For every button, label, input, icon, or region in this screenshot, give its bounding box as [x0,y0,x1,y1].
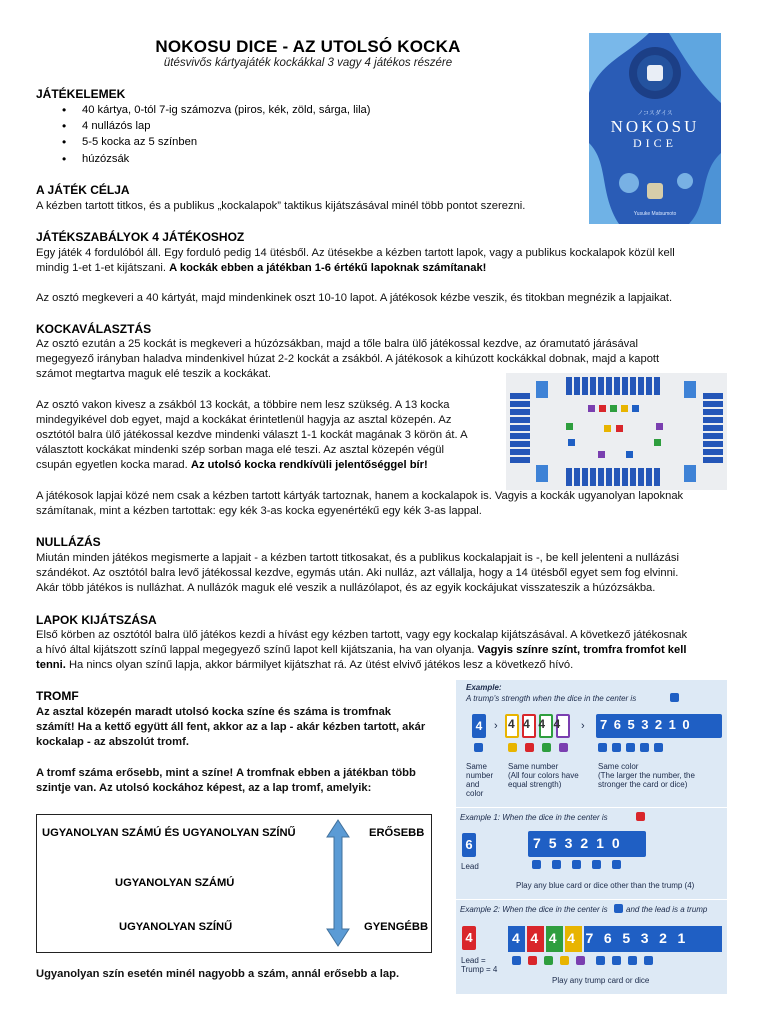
blue-die-icon [670,693,679,702]
blue-die-icon [614,904,623,913]
dice-selection-line [36,458,428,473]
blue-die-icon [532,860,541,869]
blue-die-icon [644,956,653,965]
card-number: 4 [465,930,473,945]
purple-die-icon [576,956,585,965]
trump-line: kockalap - az abszolút tromf. [36,736,189,748]
trump-example-panel [456,680,727,994]
card-numbers: 4444 [508,717,569,731]
cover-logo-line1: NOKOSU [610,117,700,136]
nulling-heading: NULLÁZÁS [36,535,101,549]
example2-cards [508,926,722,952]
rules4-deal-text: Az osztó megkeveri a 40 kártyát, majd mindenkinek oszt 10-10 lapot. A játékosok kézbe veszik, és titokban megnézik a lapjaikat. [36,292,673,304]
dice-selection-line: Az osztó ezután a 25 kockát is megkeveri a húzózsákban, majd a tőle balra ülő játékossal kezdve, az óramutató járásával [36,338,638,350]
trump-footer: Ugyanolyan szín esetén minél nagyobb a szám, annál erősebb a lap. [36,968,400,980]
blue-die-icon [552,860,561,869]
dice-selection-line: számítanak, mint a kézben tartottak: egy kék 3-as kocka egyenértékű egy kék 3-as lappal. [36,505,482,517]
chevron-right-icon: › [581,720,585,732]
goal-heading: A JÁTÉK CÉLJA [36,183,130,197]
double-arrow-icon [326,819,350,947]
blue-die-icon [512,956,521,965]
example1-cards [528,831,646,857]
trump-row-same-number: UGYANOLYAN SZÁMÚ [115,877,235,889]
trump-strength-box [36,814,432,953]
goal-text: A kézben tartott titkos, és a publikus „kockalapok” taktikus kijátszásával minél több pontot szerezni. [36,200,526,212]
blue-die-icon [572,860,581,869]
trump-row-weaker: GYENGÉBB [364,921,429,933]
playing-text: a hívó által kijátszott színű lappal megegyező színű lapot kell kijátszania, ha van olyanja. [36,644,475,656]
trump-line: A tromf száma erősebb, mint a színe! A tromfnak ebben a játékban több [36,767,416,779]
card-numbers: 753210 [533,835,628,851]
dice-selection-line: megegyező irányban haladva mindenkivel húzat 2-2 kockát a zsákból. A játékosok a kihúzott kockákkal dobnak, majd a kapott [36,353,660,365]
blue-die-icon [626,743,635,752]
example1-note: Play any blue card or dice other than the trump (4) [516,881,695,890]
divider [456,899,727,900]
nulling-line: Miután minden játékos megismerte a lapjait - a kézben tartott titkosakat, és a publikus kockalapjait is -, be kell jelenteni a nullázási [36,552,679,564]
rules4-heading: JÁTÉKSZABÁLYOK 4 JÁTÉKOSHOZ [36,230,245,244]
divider [456,807,727,808]
rules4-line [36,261,486,276]
same-number-cards [505,714,575,738]
playing-text: Ha nincs olyan színű lapja, akkor bármilyet kijátszhat rá. Az ütést elvivő játékos lesz a következő hívó. [68,659,574,671]
list-item: • húzózsák [62,151,371,167]
example2-lead-label: Lead = Trump = 4 [461,956,498,974]
rules4-emphasis: A kockák ebben a játékban 1-6 értékű lapoknak számítanak! [169,262,487,274]
card-number: 6 [465,837,473,852]
game-box-cover [589,33,721,224]
example-caption: A trump's strength when the dice in the center is [466,694,637,703]
nulling-line: szándékot. Az osztótól balra levő játékossal kezdve, egymás után. Aki nulláz, azt vállalja, hogy a 14 ütésből egyet sem fog elvinni. [36,567,679,579]
blue-die-icon [612,743,621,752]
cover-top-text: ノコスダイス [637,111,673,117]
trump-line: számít! Ha a kettő együtt áll fent, akkor az a lap - akár kézben tartott, akár [36,721,426,733]
dice-selection-heading: KOCKAVÁLASZTÁS [36,322,152,336]
components-heading: JÁTÉKELEMEK [36,87,126,101]
playing-line [36,643,686,658]
dice-selection-line: Az osztó vakon kivesz a zsákból 13 kockát, a többire nem lesz szükség. A 13 kocka [36,399,450,411]
page-subtitle: ütésvivős kártyajáték kockákkal 3 vagy 4 játékos részére [163,57,453,69]
example1-caption: Example 1: When the dice in the center is [460,813,608,822]
blue-die-icon [596,956,605,965]
example-label: Example: [466,683,502,692]
dice-selection-line: választott kockákat mindenki szép sorban maga elé teszi. Az asztal közepén végül [36,444,444,456]
dice-selection-line: mindegyikével dob egyet, majd a kockákat érintetlenül hagyja az asztal közepén. Az [36,414,452,426]
yellow-die-icon [560,956,569,965]
green-die-icon [544,956,553,965]
trump-row-stronger: ERŐSEBB [369,827,425,839]
cover-author: Yusuke Matsumoto [633,211,677,217]
yellow-die-icon [508,743,517,752]
red-die-icon [636,812,645,821]
trump-card-icon [472,714,486,738]
page-title: NOKOSU DICE - AZ UTOLSÓ KOCKA [155,37,461,56]
blue-die-icon [612,860,621,869]
dice-selection-line: számot megtartva maguk elé teszik a kockákat. [36,368,272,380]
card-numbers: 7653210 [600,717,697,732]
trump-line: Az asztal közepén maradt utolsó kocka színe és száma is tromfnak [36,706,392,718]
card-number: 4 [475,719,483,733]
playing-emphasis: Vagyis színre színt, tromfra fromfot kell [477,644,687,656]
example1-dice [532,860,652,869]
lead-card-icon [462,833,476,857]
col2-caption: Same number (All four colors have equal strength) [508,762,579,789]
blue-die-icon [592,860,601,869]
dice-selection-text: csupán egyetlen kocka marad. [36,459,188,471]
example2-note: Play any trump card or dice [552,976,650,985]
example1-lead-label: Lead [461,862,479,871]
playing-heading: LAPOK KIJÁTSZÁSA [36,613,157,627]
example2-caption: Example 2: When the dice in the center is [460,905,608,914]
list-item: • 5-5 kocka az 5 színben [62,134,371,150]
card-numbers: 4444765321 [512,930,696,946]
col3-caption: Same color (The larger the number, the stronger the card or dice) [598,762,695,789]
dice-selection-emphasis: Az utolsó kocka rendkívüli jelentőséggel bír! [190,459,428,471]
trump-line: szintje van. Az utolsó kockához képest, az a lap tromf, amelyik: [36,782,372,794]
same-color-cards [596,714,722,738]
nulling-line: Akár több játékos is nullázhat. A nullázók maguk elé veszik a nullázólapot, és az egyik kockájukat visszateszik a húzózsákba. [36,582,656,594]
chevron-right-icon: › [494,720,498,732]
blue-die-icon [654,743,663,752]
trump-row-same-color: UGYANOLYAN SZÍNŰ [119,921,233,933]
playing-line: Első körben az osztótól balra ülő játékos kezdi a hívást egy kézben tartott, vagy egy kockalap kijátszásával. A következő játékosnak [36,629,688,641]
blue-die-icon [612,956,621,965]
rules4-line: Egy játék 4 fordulóból áll. Egy forduló pedig 14 ütésből. Az ütésekbe a kézben tartott lapok, vagy a publikus kockalapok közül kell [36,247,675,259]
dice-selection-line: A játékosok lapjai közé nem csak a kézben tartott kártyák tartoznak, hanem a kockalapok is. Vagyis a kockák ugyanolyan lapoknak [36,490,684,502]
col1-caption: Same number and color [466,762,494,798]
blue-die-icon [598,743,607,752]
table-setup-photo [506,373,727,490]
playing-line [36,658,573,673]
list-item: • 4 nullázós lap [62,118,371,134]
dice-selection-line: osztótól balra ülő játékossal kezdve mindenki választ 1-1 kockát magának 3 körön át. A [36,429,468,441]
components-list [62,102,371,167]
cover-logo-line2: DICE [633,136,677,150]
same-color-dice [598,743,718,752]
blue-die-icon [474,743,483,752]
blue-die-icon [628,956,637,965]
trump-heading: TROMF [36,689,79,703]
rules4-text: mindig 1-et 1-et kijátszani. [36,262,166,274]
green-die-icon [542,743,551,752]
lead-card-icon [462,926,476,950]
red-die-icon [528,956,537,965]
example2-caption: and the lead is a trump [626,905,708,914]
table-setup-icon [506,373,727,490]
blue-die-icon [640,743,649,752]
playing-emphasis: tenni. [36,659,66,671]
example2-dice [512,956,722,965]
red-die-icon [525,743,534,752]
list-item: • 40 kártya, 0-tól 7-ig számozva (piros, kék, zöld, sárga, lila) [62,102,371,118]
trump-row-same-number-color: UGYANOLYAN SZÁMÚ ÉS UGYANOLYAN SZÍNŰ [42,827,296,839]
purple-die-icon [559,743,568,752]
